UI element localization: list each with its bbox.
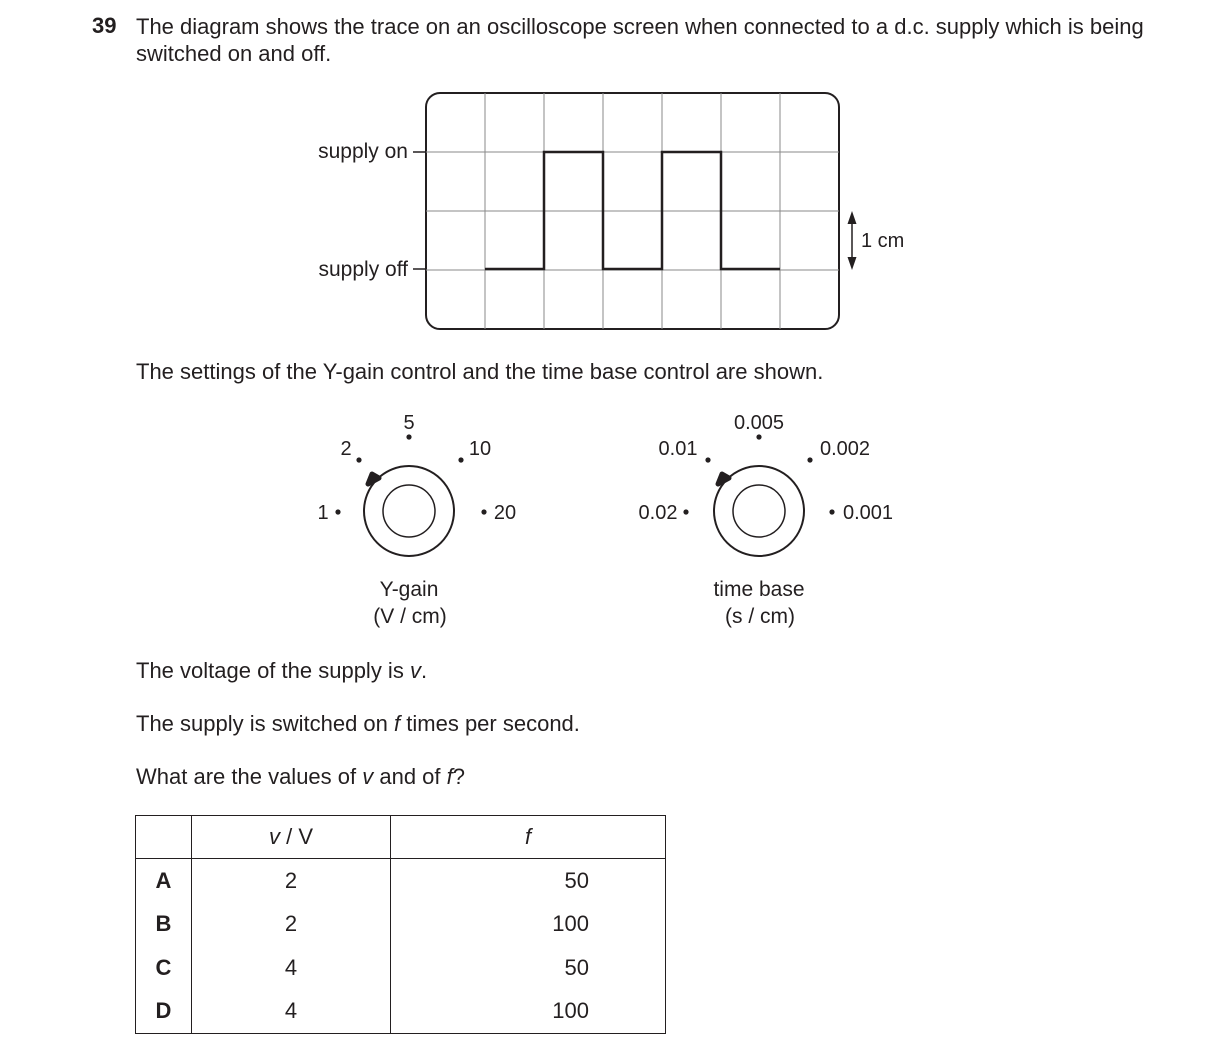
table-row[interactable]	[136, 903, 666, 947]
screen-grid	[426, 93, 839, 329]
option-f: 100	[391, 903, 666, 947]
option-letter: A	[136, 859, 192, 903]
ygain-mark-20: 20	[493, 502, 517, 524]
question-text: The diagram shows the trace on an oscilloscope screen when connected to a d.c. supply which is being switched on and off.	[136, 14, 1144, 66]
option-f: 50	[391, 859, 666, 903]
table-header-row	[136, 816, 666, 859]
switching-statement: The supply is switched on f times per second.	[136, 711, 580, 736]
option-v: 4	[192, 990, 391, 1034]
option-letter: B	[136, 903, 192, 947]
ygain-dial	[317, 412, 516, 628]
scale-arrow-icon	[848, 211, 857, 270]
ygain-mark-1: 1	[317, 502, 329, 524]
option-f: 50	[391, 946, 666, 990]
ygain-mark-5: 5	[403, 412, 415, 434]
ygain-name: Y-gain	[379, 578, 439, 601]
question-prompt: What are the values of v and of f?	[136, 764, 465, 789]
voltage-statement: The voltage of the supply is v.	[136, 658, 428, 683]
table-header-v: v / V	[192, 816, 391, 859]
ygain-mark-2: 2	[340, 438, 352, 460]
timebase-mark-0.02: 0.02	[638, 502, 678, 524]
supply-off-label: supply off	[318, 258, 408, 281]
table-row[interactable]	[136, 859, 666, 903]
option-f: 100	[391, 990, 666, 1034]
table-header-blank	[136, 816, 192, 859]
option-v: 2	[192, 859, 391, 903]
option-v: 4	[192, 946, 391, 990]
option-letter: D	[136, 990, 192, 1034]
timebase-mark-0.005: 0.005	[733, 412, 785, 434]
timebase-mark-0.002: 0.002	[819, 438, 871, 460]
option-v: 2	[192, 903, 391, 947]
timebase-mark-0.001: 0.001	[842, 502, 894, 524]
answer-table	[135, 815, 666, 1034]
table-header-f: f	[391, 816, 666, 859]
timebase-unit: (s / cm)	[725, 605, 795, 628]
option-letter: C	[136, 946, 192, 990]
timebase-dial	[639, 412, 894, 628]
settings-text: The settings of the Y-gain control and the time base control are shown.	[136, 359, 824, 384]
scale-label: 1 cm	[861, 230, 905, 252]
table-row[interactable]	[136, 946, 666, 990]
supply-on-label: supply on	[318, 140, 408, 163]
table-row[interactable]	[136, 990, 666, 1034]
question-number: 39	[92, 13, 117, 38]
timebase-name: time base	[713, 578, 805, 601]
ygain-unit: (V / cm)	[373, 605, 447, 628]
ygain-mark-10: 10	[468, 438, 492, 460]
timebase-mark-0.01: 0.01	[658, 438, 698, 460]
